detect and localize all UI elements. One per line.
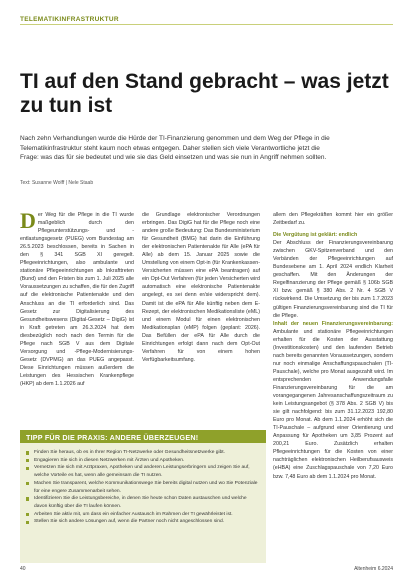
body-column-1 (20, 211, 134, 423)
list-item: Finden Sie heraus, ob es in Ihrer Region TI-Netzwerke oder Gesundheitsnetzwerke gibt. (26, 449, 260, 457)
body-text: er Weg für die Pflege in die TI wurde maßgeblich durch den Pflegeunterstützungs- und -entlastungsgesetz (PUEG) vom Bundestag am 26.5.2023 beschlossen, bereits in Sachen in den § 341 SGB XI geregelt. Pflegeeinrichtungen, also ambulante und stationäre Pflegeeinrichtungen ab Inkrafttreten (Bund) und den Fristen bis zum 1. Juli 2025 alle Voraussetzungen zu schaffen, die für den Zugriff auf die elektronische Patientenakte und den Anschluss an die TI erforderlich sind. Das Gesetz zur Digitalisierung des Gesundheitswesens (Digital-Gesetz – DigiG) ist in Kraft getreten am 26.3.2024 hat dem diesbezüglich noch nach den Termin für die Pflege nach SGB V aus dem Digitale Versorgung und -Pflege-Modernisierungs-Gesetz (DVPMG) an das PUEG angepasst. Diese Einrichtungen müssen außerdem die Leistungen des Hessischen Krankenpflege (HKP) ab dem 1.1.2026 auf (20, 212, 134, 387)
body-text: allem den Pflegekräften kommt hier ein größer Zeitbedarf zu. (273, 212, 393, 227)
article-lead: Nach zehn Verhandlungen wurde die Hürde der TI-Finanzierung genommen und dem Weg der Pflege in die Telematikinfrastruktur steht kaum noch etwas entgegen. Daher stellen sich viele Verantwortliche jetzt die Frage: was das für sie bedeutet und wie sie das Geld einsetzen und was sie nun in Angriff nehmen sollten. (20, 135, 330, 162)
byline: Text: Susanne Wolff | Nele Staab (20, 180, 94, 186)
list-item: Arbeiten Sie aktiv mit, um dass ein einfacher Austausch im Rahmen der TI gewährleistet ist. (26, 511, 260, 519)
tip-body (20, 443, 266, 563)
bullet-square-icon (26, 497, 29, 500)
bullet-square-icon (26, 521, 29, 524)
bullet-square-icon (26, 451, 29, 454)
tip-header (20, 430, 266, 443)
list-item: Vernetzen Sie sich mit Arztpraxen, Apotheken und anderen Leistungserbringern und zeigen Sie auf, welche Vorteile es hat, wenn alle gemeinsam die TI nutzen. (26, 464, 260, 479)
list-item: Engagieren Sie sich in diesen Netzwerken mit Ärzten und Apotheken. (26, 457, 260, 465)
list-item: Stellen Sie sich andere Lösungen auf, wenn die Partner noch nicht angeschlossen sind. (26, 518, 260, 526)
list-item: Identifizieren Sie die Leistungsbereiche, in denen Sie heute schon Daten austauschen und welche davon künftig über die TI laufen können. (26, 495, 260, 510)
bullet-square-icon (26, 482, 29, 485)
tip-list (20, 443, 266, 526)
bullet-square-icon (26, 467, 29, 470)
body-text: Ambulante und stationäre Pflegeeinrichtungen erhalten für die Kosten der Ausstattung (Investitionskosten) und den laufenden Betrieb nach bereits genannten Voraussetzungen, sondern nur noch einmalige Anschaffungspauschalen (TI-Pauschale), welche pro Monat ausgezahlt wird. Im entsprechenden Anwendungsfalle Finanzierungsvereinbarung für die am vorangegangenen Jahresanschaffungszeitraum zu kein Leistungsangebot (§ 378 Abs. 2 SGB V) bis sie gilt nachfolgend: bis zum 31.12.2023 192,80 Euro pro Monat. Ab dem 1.1.2024 erhöht sich die TI-Pauschale – aufgrund einer Orientierung und Anpassung für Apotheken um 3,85 Prozent auf 200,21 Euro. Zusätzlich erhalten Pflegeeinrichtungen für die Kosten von einer nachträglichen elektronischen Heilberufsausweis (eHBA) eine Zuschlagspauschale von 7,20 Euro bzw. 7,48 Euro ab dem 1.1.2024 pro Monat. (273, 328, 393, 480)
list-item: Machen Sie transparent, welche Kommunikationswege Sie bereits digital nutzen und wo Sie Potenziale für eine engere Zusammenarbeit sehen. (26, 480, 260, 495)
tip-box (20, 430, 266, 563)
section-rubric: TELEMATIKINFRASTRUKTUR (20, 16, 123, 23)
section-subhead: Die Vergütung ist geklärt: endlich (273, 232, 358, 239)
bullet-square-icon (26, 459, 29, 462)
rubric-rule (20, 24, 393, 25)
body-text: die Grundlage elektronischer Verordnungen erbringen. Das DigiG hat für die Pflege noch eine andere große Bedeutung: Das Bundesministerium für Gesundheit (BMG) hat darin die Einführung der elektronischen Patientenakte für Alle (ePA für Alle) ab dem 15. Januar 2025 sowie die Umstellung von einem Opt-in (für Krankenkassen-Versicherten müssen eine ePA beantragen) auf ein Opt-Out Verfahren (für jeden Versicherten wird automatisch eine elektronische Patientenakte angelegt, es sei denn er/sie widerspricht dem). Damit ist die ePA für Alle künftig neben dem E-Rezept, der elektronischen Medikationsliste (eML) und einem Modul für einen elektronischen Medikationsplan (eMP) folgen (geplant: 2026). Das Befüllen der ePA für Alle durch die Einrichtungen erfolgt dann nach dem Opt-Out Verfahren für von einem hohen Verfügbarkeitsumfang. (142, 212, 260, 363)
body-column-2 (142, 211, 260, 423)
body-text: Der Abschluss der Finanzierungsvereinbarung zwischen GKV-Spitzenverband und den Verbänden der Pflegeeinrichtungen auf Bundesebene am 1. April 2024 endlich Klarheit geschaffen. Mit den Änderungen der Regelfinanzierung der Pflege gemäß § 106b SGB XI bzw. gemäß § 380 Abs. 2 Nr. 4 SGB V rückwirkend. Die Umsetzung der bis zum 1.7.2023 gültigen Finanzierungsvereinbarung sind die TI für die Pflege. (273, 240, 393, 319)
highlight-lead: Inhalt der neuen Finanzierungsvereinbarung: (273, 320, 393, 327)
journal-issue: Altenheim 6.2024 (354, 566, 393, 572)
page-number: 40 (20, 566, 26, 572)
drop-cap: D (20, 211, 36, 233)
body-column-3 (273, 211, 393, 561)
article-title: TI auf den Stand gebracht – was jetzt zu tun ist (20, 70, 389, 117)
tip-title: TIPP FÜR DIE PRAXIS: ANDERE ÜBERZEUGEN! (26, 433, 199, 442)
bullet-square-icon (26, 513, 29, 516)
